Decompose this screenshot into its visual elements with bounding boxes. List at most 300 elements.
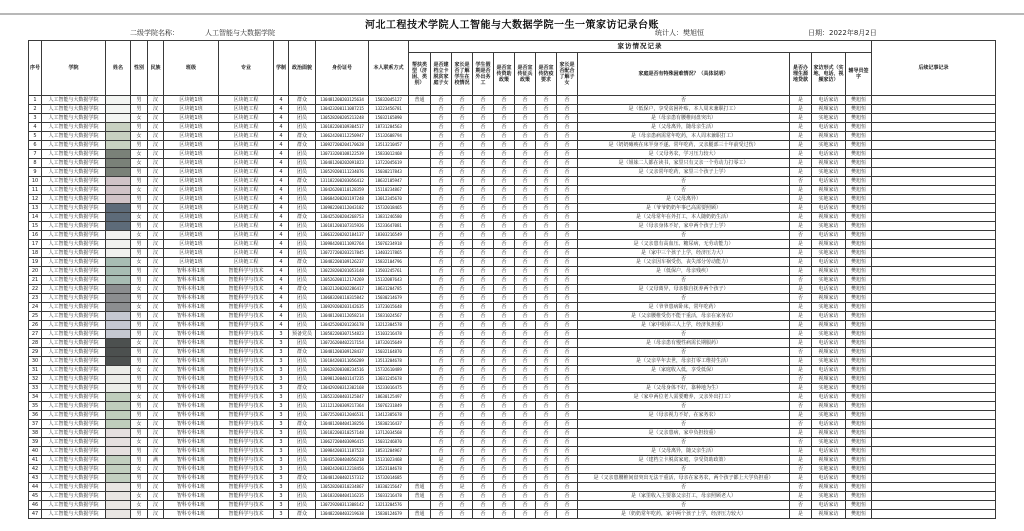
note-cell: 否 [578, 231, 790, 240]
redacted-name-block [106, 420, 130, 428]
q2-cell: 否 [452, 249, 473, 258]
followup-cell [872, 312, 996, 321]
q3-cell: 否 [473, 141, 494, 150]
q1-cell: 否 [431, 429, 452, 438]
q4-cell: 否 [494, 186, 515, 195]
counselor-sign-cell: 樊旭恒 [846, 402, 872, 411]
q5-cell: 否 [515, 222, 536, 231]
q2-cell: 否 [452, 321, 473, 330]
political-cell: 群众 [289, 285, 316, 294]
row-index-cell: 36 [29, 411, 42, 420]
years-cell: 3 [274, 501, 289, 510]
redacted-name-block [106, 438, 130, 446]
q7-cell: 否 [557, 177, 578, 186]
note-cell: 否 [578, 465, 790, 474]
q5-cell: 否 [515, 168, 536, 177]
followup-cell [872, 141, 996, 150]
q2-cell: 否 [452, 348, 473, 357]
name-cell [106, 438, 131, 447]
row-index-cell: 18 [29, 249, 42, 258]
years-cell: 4 [274, 141, 289, 150]
table-row [29, 123, 996, 132]
class-cell: 智科专科1班 [164, 402, 219, 411]
ethnic-cell: 汉 [148, 240, 164, 249]
followup-cell [872, 366, 996, 375]
q3-cell: 否 [473, 195, 494, 204]
major-cell: 区块链工程 [219, 213, 274, 222]
q3-cell: 否 [473, 429, 494, 438]
visit-form-cell: 电话家访 [812, 177, 846, 186]
q3-cell: 否 [473, 447, 494, 456]
gender-cell: 女 [131, 438, 148, 447]
ethnic-cell: 汉 [148, 330, 164, 339]
table-row [29, 132, 996, 141]
aid-type-cell [409, 195, 431, 204]
phone-cell: 15031246870 [369, 438, 409, 447]
political-cell: 团员 [289, 312, 316, 321]
counselor-sign-cell: 樊旭恒 [846, 195, 872, 204]
followup-cell [872, 294, 996, 303]
followup-cell [872, 438, 996, 447]
redacted-name-block [106, 150, 130, 158]
counselor-sign-cell: 樊旭恒 [846, 285, 872, 294]
q6-cell: 否 [536, 384, 557, 393]
q7-cell: 否 [557, 213, 578, 222]
note-cell: 是（父亲常年吃药，家里三个孩子上学） [578, 168, 790, 177]
row-index-cell: 40 [29, 447, 42, 456]
q2-cell: 否 [452, 294, 473, 303]
q5-cell: 否 [515, 186, 536, 195]
redacted-name-block [106, 114, 130, 122]
gender-cell: 男 [131, 204, 148, 213]
aid-type-cell [409, 168, 431, 177]
note-cell: 是（父亲患病，家中负担较重） [578, 429, 790, 438]
followup-cell [872, 213, 996, 222]
q1-cell: 否 [431, 438, 452, 447]
aid-type-cell: 普通 [409, 96, 431, 105]
redacted-name-block [106, 339, 130, 347]
table-row [29, 348, 996, 357]
name-cell [106, 204, 131, 213]
political-cell: 团员 [289, 276, 316, 285]
name-cell [106, 348, 131, 357]
aid-type-cell: 普通 [409, 483, 431, 492]
q6-cell: 否 [536, 240, 557, 249]
loan-cell: 是 [790, 195, 812, 204]
q2-cell: 否 [452, 231, 473, 240]
counselor-sign-cell: 樊旭恒 [846, 186, 872, 195]
redacted-name-block [106, 96, 130, 104]
col-header-visit-form: 家访形式（实地、电话、视频家访） [812, 53, 846, 96]
row-index-cell: 8 [29, 159, 42, 168]
row-index-cell: 45 [29, 492, 42, 501]
visit-form-cell: 视频家访 [812, 321, 846, 330]
aid-type-cell [409, 267, 431, 276]
q1-cell: 否 [431, 177, 452, 186]
q4-cell: 否 [494, 258, 515, 267]
q7-cell: 否 [557, 249, 578, 258]
col-header-aid-type: 帮扶类型（济困、类别） [409, 53, 431, 96]
col-header-sign: 辅导员签字 [846, 53, 872, 96]
followup-cell [872, 510, 996, 519]
q5-cell: 否 [515, 375, 536, 384]
q6-cell: 否 [536, 96, 557, 105]
q2-cell: 否 [452, 150, 473, 159]
followup-cell [872, 501, 996, 510]
class-cell: 智科专科1班 [164, 411, 219, 420]
major-cell: 智能科学与技术 [219, 366, 274, 375]
class-cell: 智科专科1班 [164, 438, 219, 447]
q3-cell: 否 [473, 186, 494, 195]
row-index-cell: 15 [29, 222, 42, 231]
years-cell: 3 [274, 510, 289, 519]
q6-cell: 否 [536, 483, 557, 492]
loan-cell: 否 [790, 177, 812, 186]
note-cell: 是（家里收入主要靠父亲打工，母亲照顾老人） [578, 492, 790, 501]
q7-cell: 否 [557, 132, 578, 141]
aid-type-cell [409, 249, 431, 258]
name-cell [106, 330, 131, 339]
q1-cell: 否 [431, 159, 452, 168]
idno-cell: 130482200109126237 [316, 258, 369, 267]
idno-cell: 130984200111092764 [316, 240, 369, 249]
redacted-name-block [106, 321, 130, 329]
loan-cell: 是 [790, 285, 812, 294]
redacted-name-block [106, 465, 130, 473]
q1-cell: 否 [431, 510, 452, 519]
major-cell: 区块链工程 [219, 159, 274, 168]
q6-cell: 否 [536, 465, 557, 474]
ethnic-cell: 汉 [148, 348, 164, 357]
q5-cell: 否 [515, 465, 536, 474]
q3-cell: 否 [473, 474, 494, 483]
followup-cell [872, 465, 996, 474]
q1-cell: 否 [431, 195, 452, 204]
q2-cell: 否 [452, 330, 473, 339]
name-cell [106, 366, 131, 375]
row-index-cell: 34 [29, 393, 42, 402]
q5-cell: 否 [515, 429, 536, 438]
q6-cell: 否 [536, 420, 557, 429]
q1-cell: 否 [431, 222, 452, 231]
name-cell [106, 510, 131, 519]
idno-cell: 130425200204268753 [316, 213, 369, 222]
visit-form-cell: 实地家访 [812, 303, 846, 312]
loan-cell: 是 [790, 240, 812, 249]
gender-cell: 男 [131, 276, 148, 285]
table-row [29, 501, 996, 510]
q7-cell: 否 [557, 105, 578, 114]
aid-type-cell [409, 465, 431, 474]
visit-form-cell: 视频家访 [812, 105, 846, 114]
q1-cell: 否 [431, 213, 452, 222]
q6-cell: 否 [536, 429, 557, 438]
q7-cell: 否 [557, 474, 578, 483]
note-cell: 是（父亲因车祸受伤，丧失部分劳动能力） [578, 258, 790, 267]
q3-cell: 否 [473, 312, 494, 321]
q7-cell: 否 [557, 240, 578, 249]
q6-cell: 否 [536, 195, 557, 204]
idno-cell: 130733200108122539 [316, 150, 369, 159]
q6-cell: 否 [536, 177, 557, 186]
row-index-cell: 39 [29, 438, 42, 447]
years-cell: 3 [274, 393, 289, 402]
years-cell: 4 [274, 285, 289, 294]
counselor-sign-cell: 樊旭恒 [846, 240, 872, 249]
major-cell: 智能科学与技术 [219, 402, 274, 411]
idno-cell: 130181200107315926 [316, 222, 369, 231]
q1-cell: 否 [431, 393, 452, 402]
q2-cell: 否 [452, 222, 473, 231]
college-cell: 人工智能与大数据学院 [42, 393, 106, 402]
phone-cell: 15832104796 [369, 258, 409, 267]
visit-form-cell: 电话家访 [812, 258, 846, 267]
phone-cell: 13513204678 [369, 357, 409, 366]
q7-cell: 否 [557, 447, 578, 456]
political-cell: 群众 [289, 132, 316, 141]
col-header-note: 家庭是否有特殊困难情况？（具体说明） [578, 53, 790, 96]
name-cell [106, 375, 131, 384]
aid-type-cell [409, 240, 431, 249]
q3-cell: 否 [473, 249, 494, 258]
class-cell: 区块链1班 [164, 249, 219, 258]
q1-cell: 否 [431, 267, 452, 276]
row-index-cell: 9 [29, 168, 42, 177]
q3-cell: 否 [473, 510, 494, 519]
redacted-name-block [106, 222, 130, 230]
q5-cell: 否 [515, 366, 536, 375]
loan-cell: 否 [790, 402, 812, 411]
major-cell: 智能科学与技术 [219, 330, 274, 339]
idno-cell: 130425200201236178 [316, 321, 369, 330]
q3-cell: 否 [473, 177, 494, 186]
phone-cell: 15732610489 [369, 366, 409, 375]
row-index-cell: 24 [29, 303, 42, 312]
followup-cell [872, 402, 996, 411]
q6-cell: 否 [536, 132, 557, 141]
class-cell: 区块链1班 [164, 231, 219, 240]
note-cell: 是（低保户，母亲残疾） [578, 267, 790, 276]
table-row [29, 438, 996, 447]
political-cell: 团员 [289, 456, 316, 465]
q5-cell: 否 [515, 447, 536, 456]
major-cell: 区块链工程 [219, 150, 274, 159]
followup-cell [872, 456, 996, 465]
q5-cell: 否 [515, 132, 536, 141]
phone-cell: 18732015649 [369, 339, 409, 348]
visit-form-cell: 视频家访 [812, 402, 846, 411]
q4-cell: 否 [494, 240, 515, 249]
gender-cell: 男 [131, 123, 148, 132]
q6-cell: 否 [536, 339, 557, 348]
class-cell: 智科本科1班 [164, 276, 219, 285]
q7-cell: 否 [557, 141, 578, 150]
q4-cell: 否 [494, 132, 515, 141]
q5-cell: 否 [515, 159, 536, 168]
redacted-name-block [106, 447, 130, 455]
loan-cell: 是 [790, 321, 812, 330]
redacted-name-block [106, 501, 130, 509]
q2-cell: 否 [452, 429, 473, 438]
ethnic-cell: 汉 [148, 213, 164, 222]
table-row [29, 294, 996, 303]
loan-cell: 是 [790, 393, 812, 402]
q2-cell: 否 [452, 456, 473, 465]
college-cell: 人工智能与大数据学院 [42, 258, 106, 267]
table-row [29, 321, 996, 330]
table-row [29, 204, 996, 213]
class-cell: 智科本科1班 [164, 321, 219, 330]
years-cell: 3 [274, 438, 289, 447]
col-header-q6: 是否宣传防疫要求 [536, 53, 557, 96]
loan-cell: 是 [790, 429, 812, 438]
col-header-q3: 学生假期是否外出务工 [473, 53, 494, 96]
col-header-q5: 是否宣传征兵政策 [515, 53, 536, 96]
name-cell [106, 357, 131, 366]
college-cell: 人工智能与大数据学院 [42, 465, 106, 474]
ethnic-cell: 汉 [148, 465, 164, 474]
college-cell: 人工智能与大数据学院 [42, 366, 106, 375]
visit-form-cell: 电话家访 [812, 285, 846, 294]
years-cell: 3 [274, 357, 289, 366]
counselor-sign-cell: 樊旭恒 [846, 474, 872, 483]
q3-cell: 否 [473, 150, 494, 159]
major-cell: 智能科学与技术 [219, 411, 274, 420]
row-index-cell: 2 [29, 105, 42, 114]
q4-cell: 否 [494, 447, 515, 456]
years-cell: 3 [274, 420, 289, 429]
row-index-cell: 5 [29, 132, 42, 141]
name-cell [106, 177, 131, 186]
class-cell: 智科专科1班 [164, 384, 219, 393]
q4-cell: 否 [494, 348, 515, 357]
political-cell: 团员 [289, 465, 316, 474]
ethnic-cell: 汉 [148, 276, 164, 285]
class-cell: 智科专科1班 [164, 429, 219, 438]
name-cell [106, 249, 131, 258]
followup-cell [872, 339, 996, 348]
political-cell: 团员 [289, 429, 316, 438]
major-cell: 区块链工程 [219, 249, 274, 258]
years-cell: 4 [274, 249, 289, 258]
redacted-name-block [106, 276, 130, 284]
aid-type-cell [409, 456, 431, 465]
class-cell: 区块链1班 [164, 123, 219, 132]
note-cell: 否 [578, 501, 790, 510]
class-cell: 智科专科1班 [164, 420, 219, 429]
name-cell [106, 114, 131, 123]
q7-cell: 否 [557, 456, 578, 465]
q7-cell: 否 [557, 168, 578, 177]
idno-cell: 130523200403125847 [316, 393, 369, 402]
q3-cell: 否 [473, 213, 494, 222]
q2-cell: 否 [452, 186, 473, 195]
visit-form-cell: 视频家访 [812, 429, 846, 438]
q3-cell: 否 [473, 393, 494, 402]
years-cell: 3 [274, 411, 289, 420]
row-index-cell: 35 [29, 402, 42, 411]
table-row [29, 366, 996, 375]
q7-cell: 否 [557, 420, 578, 429]
note-cell: 否 [578, 177, 790, 186]
ethnic-cell: 汉 [148, 357, 164, 366]
redacted-name-block [106, 393, 130, 401]
years-cell: 3 [274, 456, 289, 465]
followup-cell [872, 357, 996, 366]
political-cell: 团员 [289, 393, 316, 402]
loan-cell: 否 [790, 438, 812, 447]
row-index-cell: 7 [29, 150, 42, 159]
phone-cell: 15032164870 [369, 348, 409, 357]
phone-cell: 15076231849 [369, 402, 409, 411]
followup-cell [872, 492, 996, 501]
college-cell: 人工智能与大数据学院 [42, 105, 106, 114]
q5-cell: 否 [515, 240, 536, 249]
q1-cell: 否 [431, 411, 452, 420]
q4-cell: 否 [494, 429, 515, 438]
q7-cell: 否 [557, 366, 578, 375]
table-row [29, 150, 996, 159]
q4-cell: 否 [494, 492, 515, 501]
table-row [29, 231, 996, 240]
phone-cell: 13223456781 [369, 105, 409, 114]
college-cell: 人工智能与大数据学院 [42, 150, 106, 159]
q2-cell: 否 [452, 357, 473, 366]
col-header-idno: 身份证号 [316, 41, 369, 96]
class-cell: 区块链1班 [164, 96, 219, 105]
class-cell: 区块链1班 [164, 168, 219, 177]
q4-cell: 否 [494, 501, 515, 510]
followup-cell [872, 258, 996, 267]
idno-cell: 130684200201197248 [316, 195, 369, 204]
aid-type-cell [409, 204, 431, 213]
major-cell: 智能科学与技术 [219, 429, 274, 438]
note-cell: 否 [578, 438, 790, 447]
class-cell: 区块链1班 [164, 204, 219, 213]
aid-type-cell [409, 150, 431, 159]
name-cell [106, 186, 131, 195]
name-cell [106, 159, 131, 168]
followup-cell [872, 132, 996, 141]
q3-cell: 否 [473, 483, 494, 492]
table-row [29, 411, 996, 420]
redacted-name-block [106, 492, 130, 500]
followup-cell [872, 393, 996, 402]
political-cell: 团员 [289, 231, 316, 240]
q7-cell: 否 [557, 222, 578, 231]
row-index-cell: 13 [29, 204, 42, 213]
major-cell: 区块链工程 [219, 258, 274, 267]
q2-cell: 否 [452, 267, 473, 276]
q2-cell: 否 [452, 438, 473, 447]
note-cell: 是（父母离异，随母亲生活） [578, 123, 790, 132]
q6-cell: 否 [536, 393, 557, 402]
years-cell: 3 [274, 348, 289, 357]
visit-form-cell: 实地家访 [812, 492, 846, 501]
name-cell [106, 402, 131, 411]
q3-cell: 否 [473, 240, 494, 249]
q6-cell: 否 [536, 105, 557, 114]
table-row [29, 159, 996, 168]
phone-cell: 13831246580 [369, 213, 409, 222]
phone-cell: 13503245761 [369, 267, 409, 276]
name-cell [106, 213, 131, 222]
q2-cell: 否 [452, 240, 473, 249]
counselor-sign-cell: 樊旭恒 [846, 447, 872, 456]
name-cell [106, 96, 131, 105]
redacted-name-block [106, 456, 130, 464]
visit-form-cell: 电话家访 [812, 150, 846, 159]
